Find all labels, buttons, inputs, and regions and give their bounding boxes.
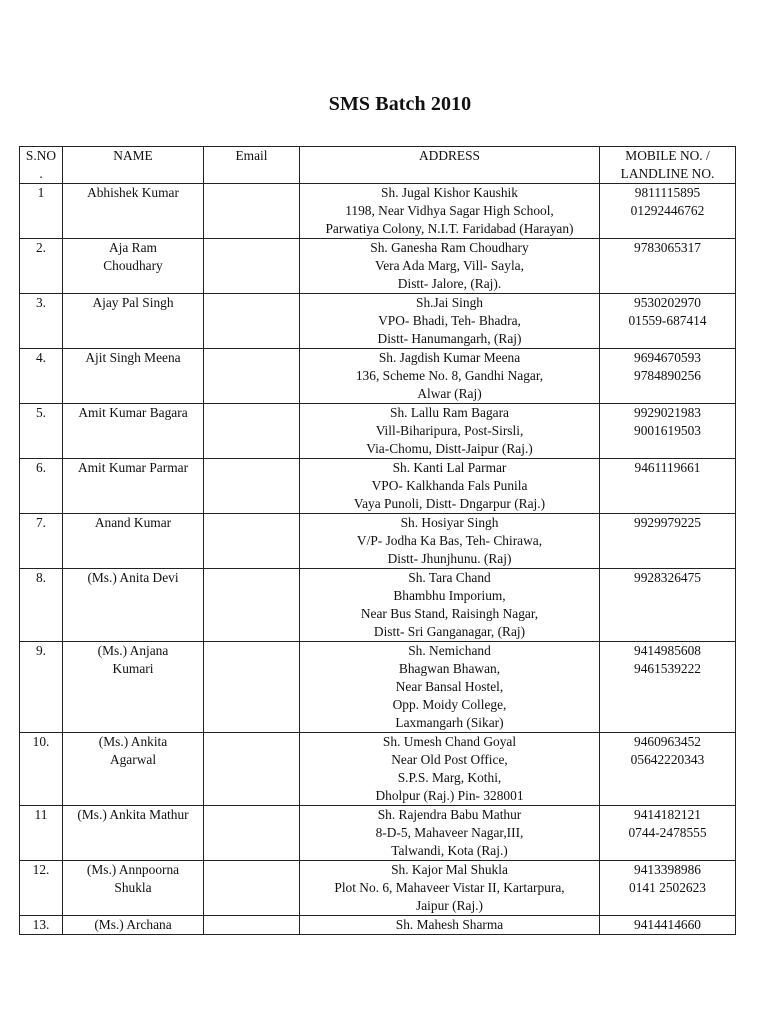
address-line: 136, Scheme No. 8, Gandhi Nagar, xyxy=(355,368,544,383)
name-cell xyxy=(63,184,204,239)
name-line: (Ms.) Ankita Mathur xyxy=(77,807,189,822)
serial-number-cell: 12. xyxy=(20,861,63,916)
phone-line: 0141 2502623 xyxy=(629,880,706,895)
address-line: Sh. Ganesha Ram Choudhary xyxy=(370,240,529,255)
address-line: Sh. Kajor Mal Shukla xyxy=(391,862,508,877)
phone-line: 9001619503 xyxy=(634,423,701,438)
phone-cell xyxy=(600,733,736,806)
table-row xyxy=(20,514,736,569)
address-cell xyxy=(300,569,600,642)
name-line: Agarwal xyxy=(109,752,157,767)
serial-number-cell: 13. xyxy=(20,916,63,935)
name-line: Ajit Singh Meena xyxy=(85,350,181,365)
phone-line: 9414182121 xyxy=(634,807,701,822)
name-line: (Ms.) Annpoorna xyxy=(86,862,180,877)
phone-cell xyxy=(600,514,736,569)
table-row xyxy=(20,642,736,733)
serial-number-cell: 7. xyxy=(20,514,63,569)
serial-number-cell: 11 xyxy=(20,806,63,861)
phone-line: 01292446762 xyxy=(630,203,705,218)
address-line: Sh. Kanti Lal Parmar xyxy=(392,460,507,475)
address-line: Vera Ada Marg, Vill- Sayla, xyxy=(375,258,524,273)
address-line: Dholpur (Raj.) Pin- 328001 xyxy=(375,788,524,803)
address-line: Laxmangarh (Sikar) xyxy=(395,715,504,730)
table-row xyxy=(20,184,736,239)
name-cell xyxy=(63,294,204,349)
name-line: Kumari xyxy=(112,661,154,676)
name-cell xyxy=(63,733,204,806)
name-line: (Ms.) Ankita xyxy=(98,734,168,749)
address-line: Distt- Jhunjhunu. (Raj) xyxy=(387,551,512,566)
address-cell xyxy=(300,642,600,733)
phone-line: 9811115895 xyxy=(634,185,701,200)
phone-cell xyxy=(600,569,736,642)
table-row xyxy=(20,404,736,459)
table-row xyxy=(20,916,736,935)
name-line: Ajay Pal Singh xyxy=(92,295,174,310)
name-cell xyxy=(63,861,204,916)
name-line: (Ms.) Anjana xyxy=(97,643,169,658)
phone-cell xyxy=(600,239,736,294)
address-line: Near Old Post Office, xyxy=(391,752,508,767)
address-line: Sh. Umesh Chand Goyal xyxy=(382,734,517,749)
name-line: Amit Kumar Parmar xyxy=(77,460,189,475)
address-line: Jaipur (Raj.) xyxy=(416,898,483,913)
email-cell xyxy=(204,459,300,514)
name-cell xyxy=(63,514,204,569)
name-line: Anand Kumar xyxy=(94,515,172,530)
address-cell xyxy=(300,239,600,294)
email-cell xyxy=(204,569,300,642)
address-line: Vaya Punoli, Distt- Dngarpur (Raj.) xyxy=(353,496,546,511)
address-line: VPO- Kalkhanda Fals Punila xyxy=(371,478,528,493)
name-cell xyxy=(63,916,204,935)
name-line: Choudhary xyxy=(103,258,163,273)
email-cell xyxy=(204,239,300,294)
serial-number-cell: 2. xyxy=(20,239,63,294)
name-line: Amit Kumar Bagara xyxy=(78,405,188,420)
address-line: Sh. Hosiyar Singh xyxy=(400,515,499,530)
phone-line: 9784890256 xyxy=(634,368,701,383)
name-cell xyxy=(63,404,204,459)
email-cell xyxy=(204,642,300,733)
phone-cell xyxy=(600,184,736,239)
address-line: S.P.S. Marg, Kothi, xyxy=(397,770,502,785)
address-cell xyxy=(300,459,600,514)
address-line: Distt- Hanumangarh, (Raj) xyxy=(377,331,522,346)
phone-cell xyxy=(600,642,736,733)
phone-line: 9461539222 xyxy=(634,661,701,676)
address-line: Via-Chomu, Distt-Jaipur (Raj.) xyxy=(366,441,533,456)
table-body xyxy=(20,184,736,935)
table-row xyxy=(20,806,736,861)
email-cell xyxy=(204,184,300,239)
address-line: V/P- Jodha Ka Bas, Teh- Chirawa, xyxy=(356,533,543,548)
phone-line: 9414414660 xyxy=(634,917,701,932)
phone-line: 9928326475 xyxy=(634,570,701,585)
email-cell xyxy=(204,916,300,935)
table-row xyxy=(20,733,736,806)
column-header-email: Email xyxy=(204,147,300,184)
address-line: Bhagwan Bhawan, xyxy=(398,661,501,676)
address-cell xyxy=(300,514,600,569)
email-cell xyxy=(204,294,300,349)
name-cell xyxy=(63,806,204,861)
email-cell xyxy=(204,806,300,861)
address-cell xyxy=(300,916,600,935)
address-line: Sh. Jugal Kishor Kaushik xyxy=(381,185,518,200)
email-cell xyxy=(204,733,300,806)
email-cell xyxy=(204,404,300,459)
name-line: Aja Ram xyxy=(109,240,157,255)
phone-line: 9929021983 xyxy=(634,405,701,420)
email-cell xyxy=(204,861,300,916)
address-line: Near Bus Stand, Raisingh Nagar, xyxy=(360,606,539,621)
address-line: Sh. Nemichand xyxy=(408,643,491,658)
address-line: Bhambhu Imporium, xyxy=(393,588,506,603)
phone-cell xyxy=(600,861,736,916)
address-line: Sh.Jai Singh xyxy=(416,295,483,310)
table-row xyxy=(20,349,736,404)
serial-number-cell: 9. xyxy=(20,642,63,733)
phone-line: 0744-2478555 xyxy=(628,825,707,840)
table-row xyxy=(20,861,736,916)
column-header-phone: MOBILE NO. / LANDLINE NO. xyxy=(600,147,736,184)
serial-number-cell: 6. xyxy=(20,459,63,514)
name-line: Shukla xyxy=(114,880,152,895)
phone-cell xyxy=(600,349,736,404)
phone-line: 9461119661 xyxy=(634,460,701,475)
name-cell xyxy=(63,239,204,294)
page-title: SMS Batch 2010 xyxy=(328,93,472,115)
phone-cell xyxy=(600,294,736,349)
phone-line: 9530202970 xyxy=(634,295,701,310)
column-header-address: ADDRESS xyxy=(300,147,600,184)
table-row xyxy=(20,569,736,642)
serial-number-cell: 5. xyxy=(20,404,63,459)
address-line: Sh. Lallu Ram Bagara xyxy=(390,405,509,420)
address-line: Plot No. 6, Mahaveer Vistar II, Kartarpura, xyxy=(334,880,565,895)
address-line: Parwatiya Colony, N.I.T. Faridabad (Harayan) xyxy=(325,221,574,236)
table-row xyxy=(20,459,736,514)
phone-line: 9929979225 xyxy=(634,515,701,530)
phone-cell xyxy=(600,404,736,459)
table-row xyxy=(20,239,736,294)
table-header-row xyxy=(20,147,736,184)
name-line: (Ms.) Archana xyxy=(94,917,172,932)
table-row xyxy=(20,294,736,349)
address-line: VPO- Bhadi, Teh- Bhadra, xyxy=(378,313,521,328)
phone-cell xyxy=(600,916,736,935)
phone-cell xyxy=(600,806,736,861)
address-line: Near Bansal Hostel, xyxy=(395,679,504,694)
address-line: Sh. Tara Chand xyxy=(408,570,491,585)
address-line: Alwar (Raj) xyxy=(417,386,482,401)
address-cell xyxy=(300,184,600,239)
phone-line: 05642220343 xyxy=(630,752,705,767)
address-cell xyxy=(300,294,600,349)
phone-line: 01559-687414 xyxy=(628,313,707,328)
address-line: Distt- Jalore, (Raj). xyxy=(397,276,502,291)
phone-line: 9783065317 xyxy=(634,240,701,255)
address-line: Sh. Rajendra Babu Mathur xyxy=(377,807,522,822)
address-line: Distt- Sri Ganganagar, (Raj) xyxy=(373,624,526,639)
address-line: Opp. Moidy College, xyxy=(392,697,507,712)
student-table xyxy=(19,146,736,935)
name-cell xyxy=(63,642,204,733)
address-line: 8-D-5, Mahaveer Nagar,III, xyxy=(375,825,524,840)
address-line: Vill-Biharipura, Post-Sirsli, xyxy=(375,423,524,438)
name-cell xyxy=(63,569,204,642)
serial-number-cell: 10. xyxy=(20,733,63,806)
address-line: Talwandi, Kota (Raj.) xyxy=(391,843,508,858)
name-cell xyxy=(63,459,204,514)
phone-line: 9413398986 xyxy=(634,862,701,877)
address-line: Sh. Jagdish Kumar Meena xyxy=(378,350,521,365)
serial-number-cell: 3. xyxy=(20,294,63,349)
phone-line: 9694670593 xyxy=(634,350,701,365)
column-header-name: NAME xyxy=(63,147,204,184)
email-cell xyxy=(204,349,300,404)
phone-cell xyxy=(600,459,736,514)
name-line: (Ms.) Anita Devi xyxy=(87,570,179,585)
name-line: Abhishek Kumar xyxy=(87,185,179,200)
address-cell xyxy=(300,861,600,916)
address-cell xyxy=(300,349,600,404)
address-cell xyxy=(300,404,600,459)
address-line: 1198, Near Vidhya Sagar High School, xyxy=(345,203,554,218)
serial-number-cell: 1 xyxy=(20,184,63,239)
name-cell xyxy=(63,349,204,404)
phone-line: 9414985608 xyxy=(634,643,701,658)
serial-number-cell: 8. xyxy=(20,569,63,642)
column-header-sno: S.NO . xyxy=(20,147,63,184)
address-cell xyxy=(300,806,600,861)
address-line: Sh. Mahesh Sharma xyxy=(395,917,504,932)
phone-line: 9460963452 xyxy=(634,734,701,749)
email-cell xyxy=(204,514,300,569)
serial-number-cell: 4. xyxy=(20,349,63,404)
address-cell xyxy=(300,733,600,806)
